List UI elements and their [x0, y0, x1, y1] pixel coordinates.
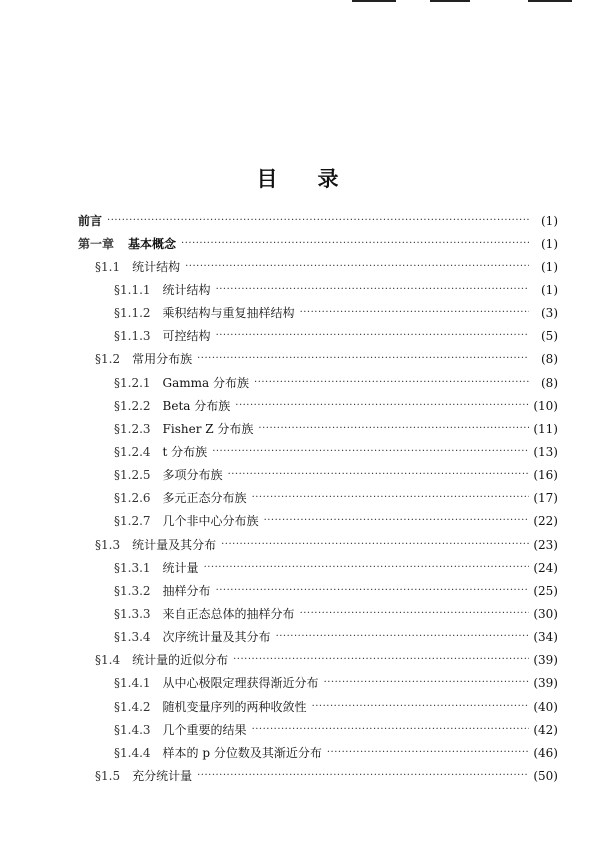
toc-leader-dots [197, 354, 529, 364]
toc-entry-title: 几个非中心分布族 [162, 514, 259, 529]
toc-leader-dots [324, 678, 529, 688]
toc-entry [0, 371, 595, 394]
toc-leader-dots [228, 470, 529, 480]
toc-entry [0, 232, 595, 255]
toc-entry-title: 来自正态总体的抽样分布 [162, 606, 295, 621]
toc-entry-label [114, 631, 273, 643]
toc-entry-title: 抽样分布 [162, 583, 211, 598]
toc-entry-title: 统计结构 [162, 282, 211, 297]
toc-entry [0, 510, 595, 533]
toc-leader-dots [258, 424, 529, 434]
toc-leader-dots [300, 308, 529, 318]
toc-leader-dots [204, 563, 529, 573]
toc-entry-page: (50) [533, 768, 558, 783]
scan-mark-top [352, 0, 396, 2]
toc-entry-page: (30) [533, 606, 558, 621]
toc-entry-label [114, 307, 297, 319]
toc-leader-dots [276, 632, 529, 642]
toc-entry-label [78, 215, 104, 227]
toc-entry-label [95, 654, 230, 666]
toc-leader-dots [327, 748, 529, 758]
toc-leader-dots [107, 216, 529, 226]
toc-entry-title: 乘积结构与重复抽样结构 [162, 306, 295, 321]
toc-entry-number: §1.3 [95, 537, 121, 552]
toc-entry-label [114, 562, 201, 574]
toc-entry-number: §1.1.1 [114, 282, 151, 297]
toc-entry-label [114, 284, 213, 296]
toc-leader-dots [216, 586, 529, 596]
page-title [0, 163, 595, 193]
toc-entry [0, 556, 595, 579]
toc-leader-dots [254, 378, 529, 388]
toc-entry [0, 672, 595, 695]
toc-entry-title: Gamma 分布族 [162, 375, 250, 390]
toc-leader-dots [233, 655, 529, 665]
toc-entry-page: (3) [541, 306, 558, 321]
toc-entry-title: 统计结构 [132, 259, 181, 274]
toc-leader-dots [252, 725, 529, 735]
toc-leader-dots [216, 285, 529, 295]
toc-leader-dots [235, 401, 529, 411]
toc-leader-dots [197, 771, 529, 781]
toc-entry [0, 602, 595, 625]
toc-entry-number: 第一章 [78, 236, 115, 251]
toc-entry [0, 764, 595, 787]
toc-entry-title: 可控结构 [162, 329, 211, 344]
toc-entry [0, 718, 595, 741]
toc-entry-label [95, 770, 194, 782]
toc-entry-page: (46) [533, 745, 558, 760]
toc-entry [0, 394, 595, 417]
toc-entry-page: (34) [533, 630, 558, 645]
toc-entry-number: §1.2.3 [114, 421, 151, 436]
toc-entry-title: 基本概念 [128, 236, 177, 251]
toc-entry [0, 302, 595, 325]
toc-entry-title: 多项分布族 [162, 468, 223, 483]
toc-entry [0, 626, 595, 649]
toc-entry [0, 325, 595, 348]
toc-entry-page: (16) [533, 468, 558, 483]
toc-entry-number: §1.2.7 [114, 514, 151, 529]
toc-entry-page: (13) [533, 444, 558, 459]
toc-entry-label [114, 469, 225, 481]
toc-entry-page: (5) [541, 329, 558, 344]
scan-mark-top [528, 0, 572, 2]
toc-entry-page: (42) [533, 722, 558, 737]
toc-entry-page: (17) [533, 491, 558, 506]
toc-entry-page: (8) [541, 352, 558, 367]
toc-entry-number: §1.2 [95, 352, 121, 367]
toc-entry [0, 695, 595, 718]
toc-entry-page: (23) [533, 537, 558, 552]
toc-leader-dots [212, 447, 529, 457]
toc-entry-label [114, 608, 297, 620]
toc-entry-page: (1) [541, 236, 558, 251]
toc-entry-page: (39) [533, 676, 558, 691]
toc-entry-label [114, 515, 261, 527]
toc-entry-label [114, 701, 309, 713]
toc-leader-dots [264, 516, 529, 526]
toc-entry-title: 常用分布族 [132, 352, 193, 367]
toc-entry-title: 充分统计量 [132, 768, 193, 783]
toc-entry-label [95, 539, 218, 551]
toc-entry-number: §1.3.4 [114, 630, 151, 645]
page-title-right: 录 [317, 167, 339, 191]
toc-entry-label [95, 353, 194, 365]
table-of-contents [0, 209, 595, 788]
toc-entry-number: §1.1.3 [114, 329, 151, 344]
toc-entry [0, 348, 595, 371]
toc-entry-page: (1) [541, 259, 558, 274]
toc-entry-label [114, 377, 251, 389]
toc-entry-number: §1.4.1 [114, 676, 151, 691]
toc-entry-number: §1.2.4 [114, 444, 151, 459]
toc-leader-dots [216, 331, 529, 341]
toc-entry-title: 前言 [78, 213, 103, 228]
toc-entry-label [95, 261, 182, 273]
toc-entry-label [114, 585, 213, 597]
toc-entry-page: (22) [533, 514, 558, 529]
toc-entry-number: §1.4.2 [114, 699, 151, 714]
toc-entry-title: 样本的 p 分位数及其渐近分布 [162, 745, 322, 760]
toc-entry [0, 741, 595, 764]
toc-entry-number: §1.2.6 [114, 491, 151, 506]
toc-entry [0, 440, 595, 463]
toc-entry [0, 209, 595, 232]
toc-entry-title: 统计量及其分布 [132, 537, 217, 552]
toc-entry-page: (11) [533, 421, 558, 436]
toc-entry-title: 统计量的近似分布 [132, 653, 229, 668]
toc-entry [0, 417, 595, 440]
scan-mark-top [430, 0, 470, 2]
toc-leader-dots [221, 540, 529, 550]
toc-entry-page: (40) [533, 699, 558, 714]
toc-entry-number: §1.1.2 [114, 306, 151, 321]
toc-entry-number: §1.3.3 [114, 606, 151, 621]
toc-entry-page: (8) [541, 375, 558, 390]
toc-leader-dots [185, 262, 529, 272]
toc-entry [0, 255, 595, 278]
toc-entry [0, 649, 595, 672]
toc-entry [0, 579, 595, 602]
toc-entry-page: (1) [541, 213, 558, 228]
toc-entry-page: (1) [541, 282, 558, 297]
toc-entry-number: §1.3.2 [114, 583, 151, 598]
toc-entry-title: 次序统计量及其分布 [162, 630, 271, 645]
toc-entry-title: 统计量 [162, 560, 199, 575]
toc-entry-number: §1.2.2 [114, 398, 151, 413]
toc-leader-dots [181, 239, 529, 249]
toc-entry-title: t 分布族 [162, 444, 208, 459]
toc-leader-dots [252, 493, 529, 503]
toc-entry-label [114, 492, 249, 504]
toc-entry-page: (24) [533, 560, 558, 575]
toc-entry-label [114, 446, 209, 458]
toc-entry-page: (39) [533, 653, 558, 668]
toc-entry-label [114, 677, 321, 689]
toc-entry-title: 从中心极限定理获得渐近分布 [162, 676, 319, 691]
toc-entry-title: Beta 分布族 [162, 398, 231, 413]
toc-leader-dots [312, 702, 529, 712]
toc-entry-label [114, 747, 324, 759]
toc-entry-number: §1.3.1 [114, 560, 151, 575]
toc-entry-title: Fisher Z 分布族 [162, 421, 254, 436]
toc-entry-label [114, 330, 213, 342]
toc-entry-number: §1.2.5 [114, 468, 151, 483]
toc-entry-page: (25) [533, 583, 558, 598]
toc-entry-number: §1.4 [95, 653, 121, 668]
toc-entry-label [114, 724, 249, 736]
toc-entry-page: (10) [533, 398, 558, 413]
toc-leader-dots [300, 609, 529, 619]
toc-entry-title: 多元正态分布族 [162, 491, 247, 506]
toc-entry [0, 487, 595, 510]
toc-entry-label [78, 238, 178, 250]
toc-entry-title: 几个重要的结果 [162, 722, 247, 737]
page-title-left: 目 [256, 167, 278, 191]
toc-entry-number: §1.2.1 [114, 375, 151, 390]
toc-entry-number: §1.4.3 [114, 722, 151, 737]
toc-entry-label [114, 423, 255, 435]
toc-entry [0, 464, 595, 487]
toc-entry-number: §1.5 [95, 768, 121, 783]
toc-entry-number: §1.4.4 [114, 745, 151, 760]
toc-entry-title: 随机变量序列的两种收敛性 [162, 699, 307, 714]
toc-entry-number: §1.1 [95, 259, 121, 274]
toc-entry [0, 533, 595, 556]
toc-entry-label [114, 400, 232, 412]
toc-entry [0, 278, 595, 301]
